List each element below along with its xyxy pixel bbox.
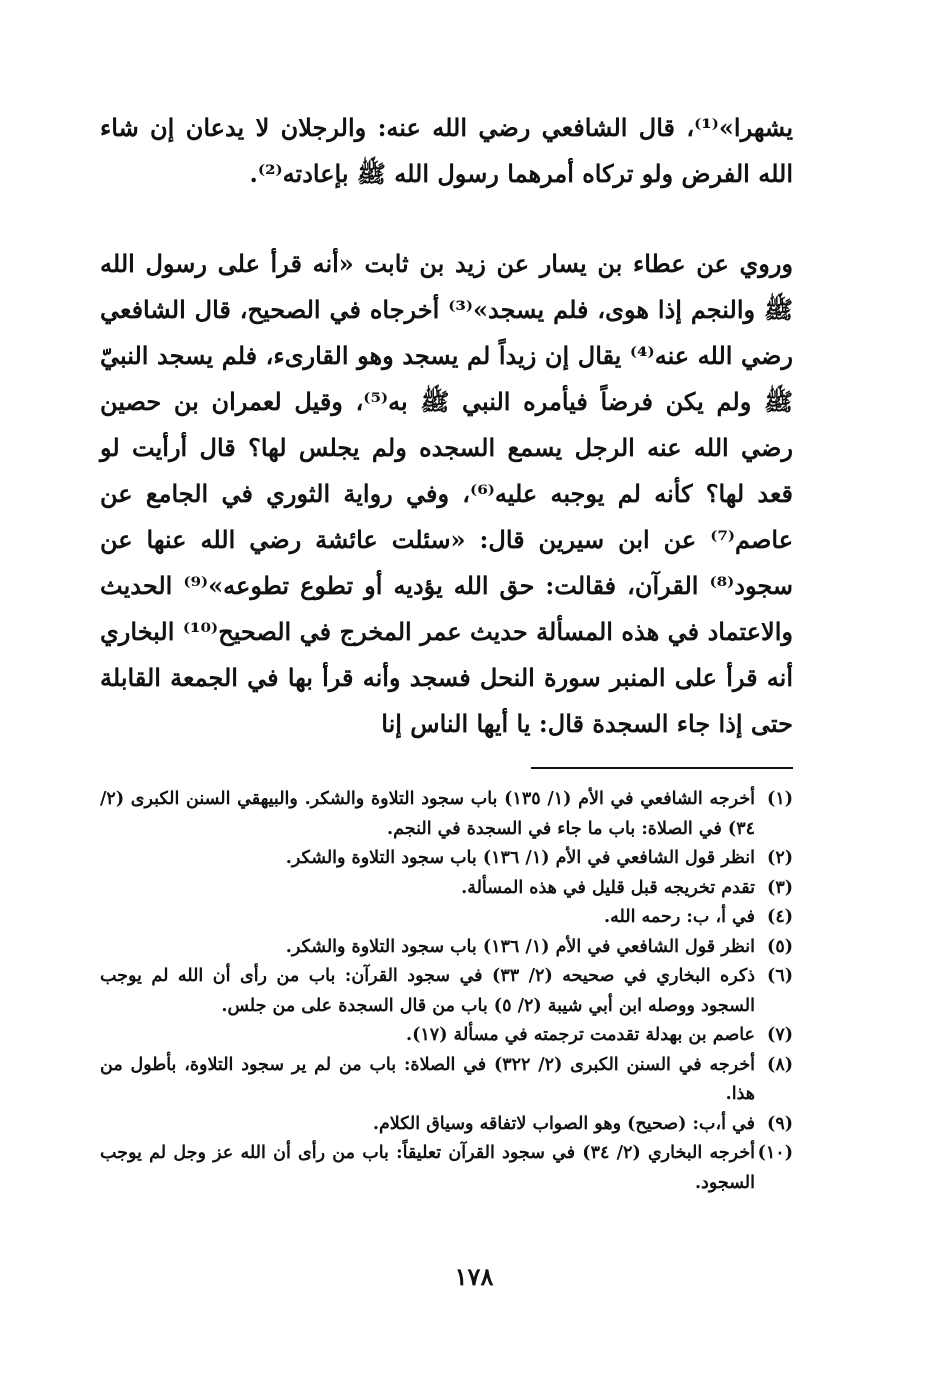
footnote-number: (٣) (767, 877, 793, 898)
footnote-item (100, 1110, 793, 1140)
footnote-text: في أ،ب: (صحيح) وهو الصواب لاتفاقه وسياق الكلام. (372, 1113, 755, 1134)
footnote-text: أخرجه في السنن الكبرى (٢/ ٣٢٢) في الصلاة: باب من لم ير سجود التلاوة، بأطول من هذا. (100, 1054, 755, 1104)
footnote-number: (٢) (767, 848, 793, 868)
page-body (100, 105, 793, 1380)
footnote-text: أخرجه البخاري (٢/ ٣٤) في سجود القرآن تعليقاً: باب من رأى أن الله عز وجل لم يوجب السجود. (100, 1143, 756, 1193)
paragraph-gap (100, 197, 793, 241)
footnote-number: (٧) (767, 1025, 793, 1045)
footnotes (100, 785, 793, 1198)
footnote-number: (١٠) (757, 1143, 793, 1163)
footnote-text: ذكره البخاري في صحيحه (٢/ ٣٣) في سجود القرآن: باب من رأى أن الله لم يوجب السجود ووصله ابن أبي شيبة (٢/ ٥) باب من قال السجدة على من جلس. (100, 966, 756, 1016)
footnote-item (100, 874, 793, 904)
footnote-number: (٦) (767, 966, 793, 986)
paragraph-1: يشهرا»⁽¹⁾، قال الشافعي رضي الله عنه: والرجلان لا يدعان إن شاء الله الفرض ولو تركاه أمرهما رسول الله ﷺ بإعادته⁽²⁾. (100, 113, 793, 188)
footnote-text: تقدم تخريجه قبل قليل في هذه المسألة. (461, 877, 755, 898)
footnote-number: (٩) (767, 1113, 793, 1134)
footnote-item (100, 1139, 793, 1198)
footnote-text: انظر قول الشافعي في الأم (١/ ١٣٦) باب سجود التلاوة والشكر. (285, 936, 755, 957)
footnote-item (100, 903, 793, 933)
page-number: ١٧٨ (454, 1262, 494, 1291)
footnote-text: في أ، ب: رحمه الله. (604, 907, 755, 927)
footnote-text: أخرجه الشافعي في الأم (١/ ١٣٥) باب سجود التلاوة والشكر. والبيهقي السنن الكبرى (٢/ ٣٤) في الصلاة: باب ما جاء في السجدة في النجم. (100, 789, 756, 839)
footnote-divider (531, 767, 793, 769)
footnote-text: انظر قول الشافعي في الأم (١/ ١٣٦) باب سجود التلاوة والشكر. (285, 848, 755, 868)
footnote-number: (٨) (767, 1054, 793, 1075)
footnote-item (100, 1051, 793, 1110)
footnote-item (100, 844, 793, 874)
footnote-item (100, 933, 793, 963)
footnote-text: عاصم بن بهدلة تقدمت ترجمته في مسألة (١٧). (406, 1025, 755, 1045)
footnote-number: (٤) (767, 907, 793, 927)
footnote-number: (٥) (767, 936, 793, 957)
footnote-number: (١) (767, 789, 793, 809)
footnote-item (100, 785, 793, 844)
footnote-item (100, 962, 793, 1021)
paragraph-2: وروي عن عطاء بن يسار عن زيد بن ثابت «أنه قرأ على رسول الله ﷺ والنجم إذا هوى، فلم يسجد»⁽³⁾ أخرجاه في الصحيح، قال الشافعي رضي الله عنه⁽⁴⁾ يقال إن زيداً لم يسجد وهو القارىء، فلم يسجد النبيّ ﷺ ولم يكن فرضاً فيأمره النبي ﷺ به⁽⁵⁾، وقيل لعمران بن حصين رضي الله عنه الرجل يسمع السجده ولم يجلس لها؟ قال أرأيت لو قعد لها؟ كأنه لم يوجبه عليه⁽⁶⁾، وفي رواية الثوري في الجامع عن عاصم⁽⁷⁾ عن ابن سيرين قال: «سئلت عائشة رضي الله عنها عن سجود⁽⁸⁾ القرآن، فقالت: حق الله يؤديه أو تطوع تطوعه»⁽⁹⁾ الحديث والاعتماد في هذه المسألة حديث عمر المخرج في الصحيح⁽¹⁰⁾ البخاري أنه قرأ على المنبر سورة النحل فسجد وأنه قرأ بها في الجمعة القابلة حتى إذا جاء السجدة قال: يا أيها الناس إنا (100, 249, 794, 738)
footnote-item (100, 1021, 793, 1051)
